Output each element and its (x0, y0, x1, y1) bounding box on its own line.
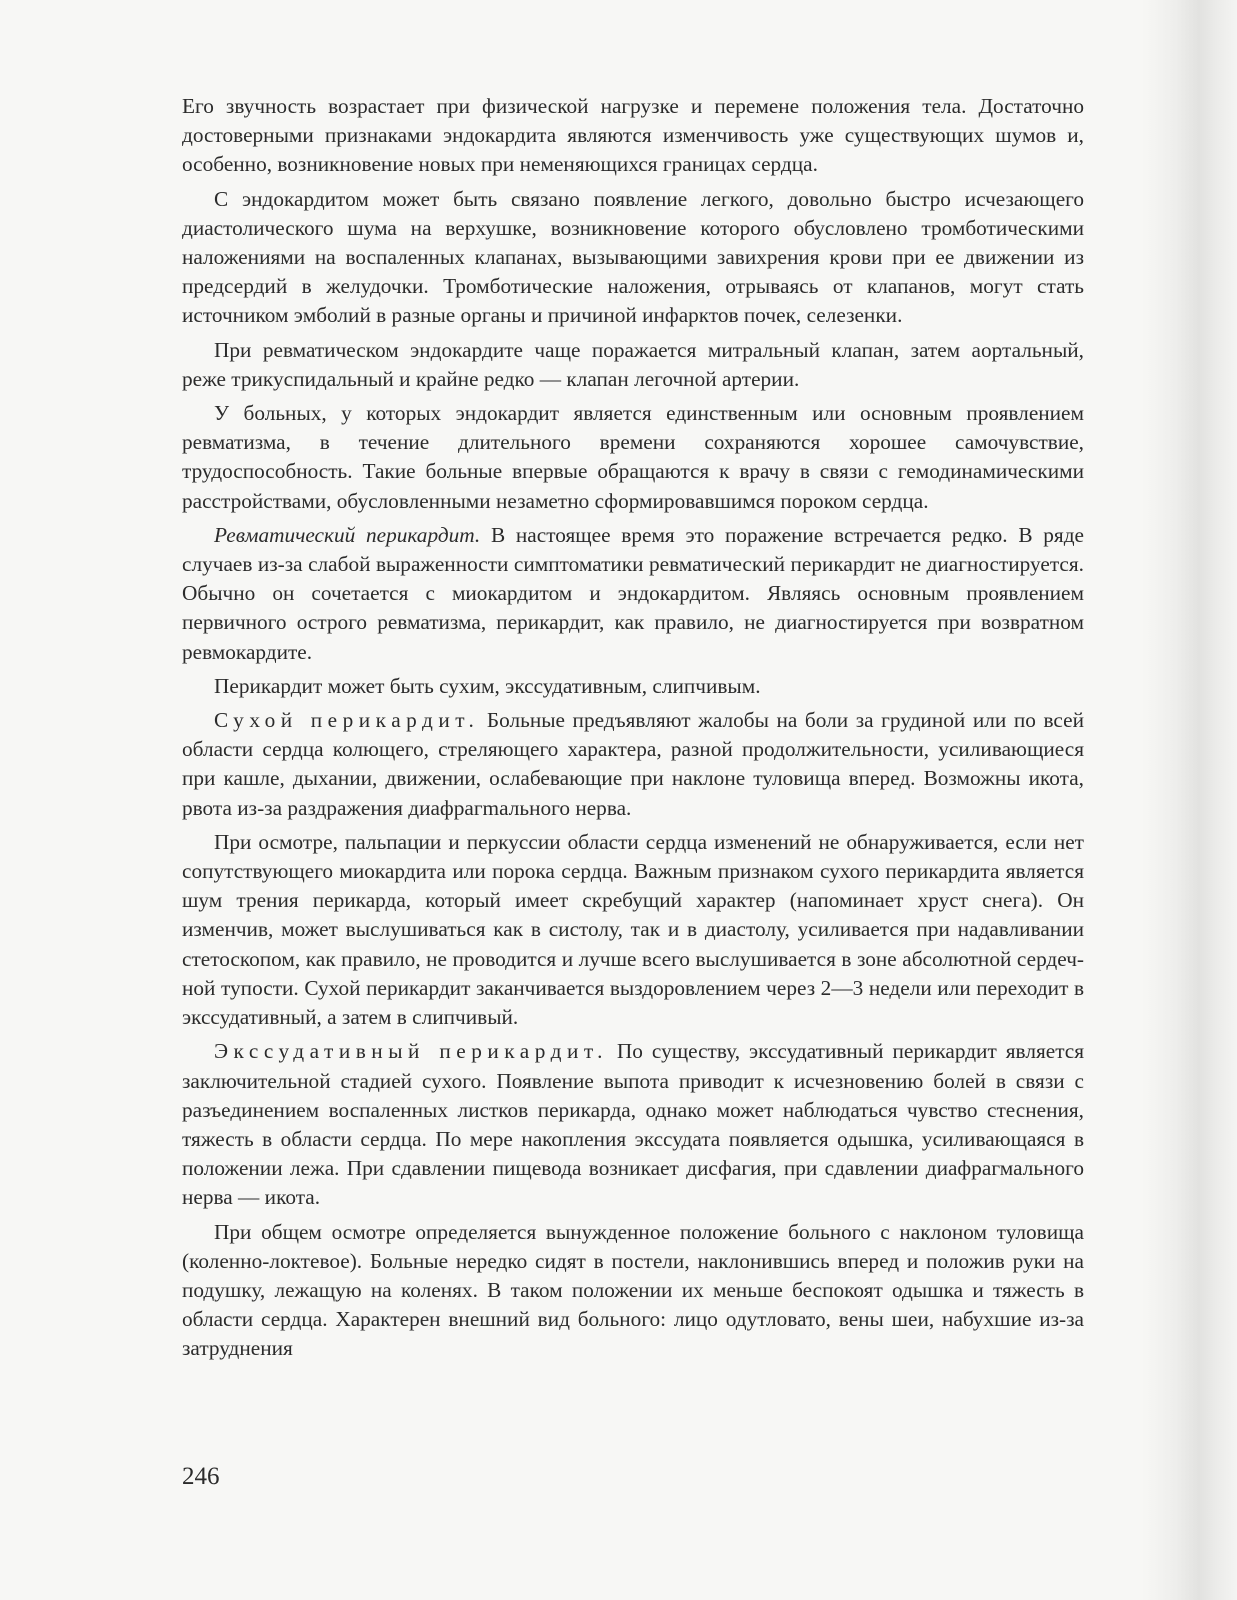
page-number: 246 (182, 1463, 220, 1490)
subsection-heading-spaced: Экссудативный перикардит. (214, 1039, 608, 1064)
paragraph-text: Больные предъявляют жалобы на боли за грудиной или по всей области сердца колющего, стреляющего характера, разной продолжительности, усиливающиеся при кашле, дыхании, движении, ослабевающие при наклоне туловища вперед. Возможны икота, рвота из-за раздражения диафрагmального нерва. (182, 708, 1084, 820)
paragraph: Перикардит может быть сухим, экссудативным, слипчивым. (214, 673, 761, 698)
paragraph (182, 1037, 1084, 1212)
paragraph-text: По существу, экссудативный перикардит является заключительной стадией сухого. Появление выпота приводит к исчезновению болей в связи с разъединением воспаленных листков перикарда, однако может наблюдаться чувство стеснения, тяжесть в области сердца. По мере накопления экссудата появляется одышка, усиливающаяся в положении лежа. При сдавлении пищевода возникает дисфагия, при сдавлении диафрагмального нерва — икота. (182, 1039, 1085, 1210)
paragraph: У больных, у которых эндокардит является единственным или основным проявлением ревматизма, в течение длительного времени сохраняются хорошее самочувствие, трудоспособность. Такие больные впервые обращаются к врачу в связи с гемодинамическими расстройствами, обусловленными незаметно сформировавшимся пороком сердца. (182, 401, 1084, 513)
paragraph: При общем осмотре определяется вынужденное положение больного с наклоном туловища (коленно-локтевое). Больные нередко сидят в постели, наклонившись вперед и положив руки на подушку, лежащую на коленях. В таком положении их меньше беспокоят одышка и тяжесть в области сердца. Характерен внешний вид больного: лицо одутловато, вены шеи, набухшие из-за затруднения (182, 1219, 1084, 1361)
paragraph-text: В настоящее время это поражение встречается редко. В ряде случаев из-за слабой выраженности симптоматики ревматический перикардит не диагностируется. Обычно он сочетается с миокардитом и эндокардитом. Являясь основным проявлением первичного острого ревматизма, перикардит, как правило, не диагностируется при возвратном ревмокардите. (182, 522, 1084, 664)
body-text (182, 92, 1084, 1364)
paragraph: С эндокардитом может быть связано появление легкого, довольно быстро исчезающего диастолического шума на верхушке, возникновение которого обусловлено тромботическими наложениями на воспаленных клапанах, вызывающими завихрения крови при ее движении из предсердий в желудочки. Тромботические наложения, отрываясь от клапанов, могут стать источником эмболий в разные органы и причиной инфарктов почек, селезенки. (182, 186, 1084, 328)
paragraph: При осмотре, пальпации и перкуссии области сердца изменений не обнаруживается, если нет сопутствующего миокардита или порока сердца. Важным признаком сухого перикардита является шум трения перикарда, который имеет скребущий характер (напоминает хруст снега). Он изменчив, может выслушиваться как в систолу, так и в диастолу, усиливается при надавливании стетоскопом, как правило, не проводится и лучше всего выслушивается в зоне абсолютной сердечной тупости. Сухой перикардит заканчивается выздоровлением через 2—3 недели или переходит в экссудативный, а затем в слипчивый. (182, 829, 1084, 1030)
section-heading-italic: Ревматический перикардит. (214, 522, 481, 547)
paragraph: Его звучность возрастает при физической нагрузке и перемене положения тела. Достаточно достоверными признаками эндокардита являются изменчивость уже существующих шумов и, особенно, возникновение новых при неменяющихся границах сердца. (182, 94, 1084, 177)
paragraph: При ревматическом эндокардите чаще поражается митральный клапан, затем аортальный, реже трикуспидальный и крайне редко — клапан легочной артерии. (182, 337, 1084, 391)
paragraph (182, 706, 1084, 823)
subsection-heading-spaced: Сухой перикардит. (214, 708, 480, 733)
page-edge-shadow (1142, 0, 1237, 1600)
paragraph (182, 521, 1084, 667)
